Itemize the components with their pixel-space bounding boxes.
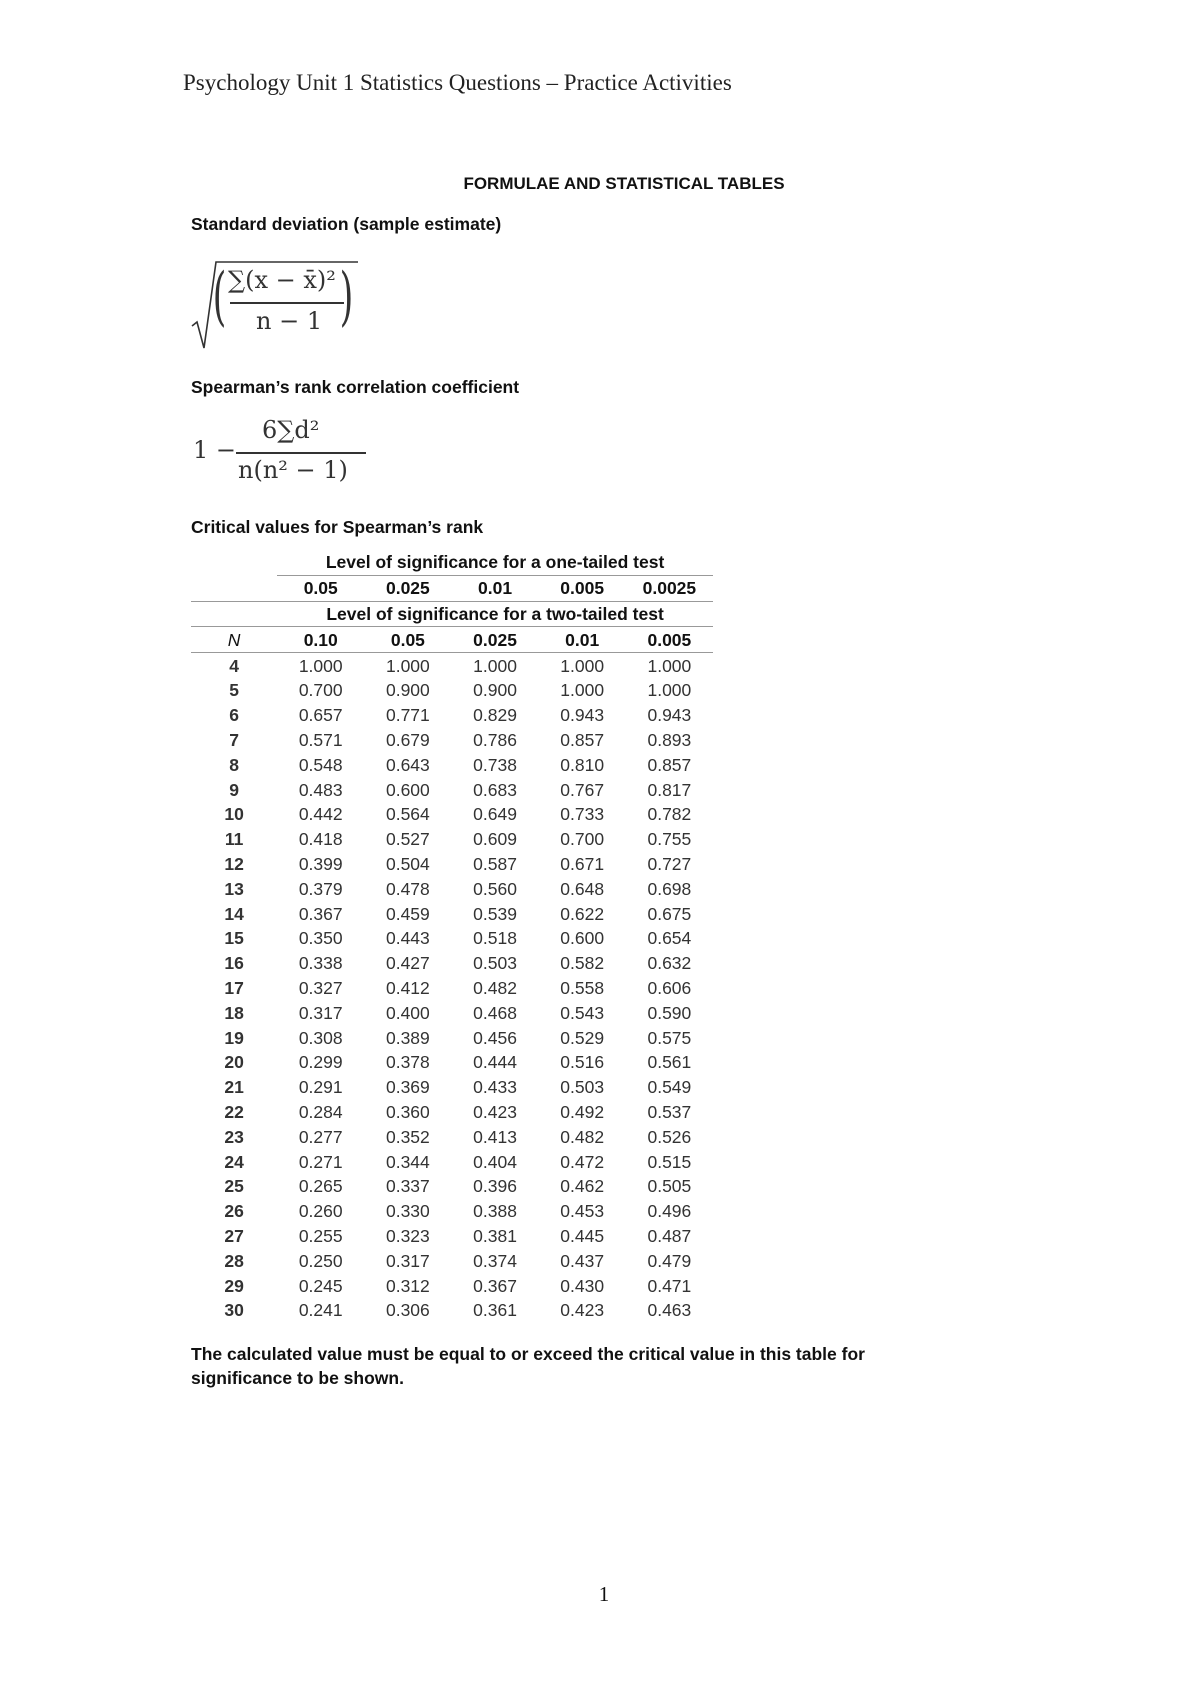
critical-value-cell: 0.575 — [647, 1027, 692, 1048]
n-value: 22 — [224, 1101, 244, 1122]
critical-value-cell: 0.516 — [560, 1052, 605, 1073]
critical-values-body — [191, 653, 713, 1323]
n-value: 13 — [224, 878, 244, 899]
critical-value-cell: 0.590 — [647, 1002, 692, 1023]
critical-value-cell: 0.857 — [560, 729, 605, 750]
table-row — [191, 852, 713, 877]
n-value: 18 — [224, 1002, 244, 1023]
critical-value-cell: 0.241 — [298, 1300, 343, 1321]
n-value: 29 — [224, 1275, 244, 1296]
critical-value-cell: 0.657 — [298, 705, 343, 726]
critical-value-cell: 0.478 — [385, 878, 430, 899]
critical-value-cell: 0.496 — [647, 1201, 692, 1222]
critical-value-cell: 0.360 — [385, 1101, 430, 1122]
critical-value-cell: 0.483 — [298, 779, 343, 800]
critical-value-cell: 0.374 — [473, 1250, 517, 1271]
critical-value-cell: 0.893 — [647, 729, 692, 750]
one-tailed-level: 0.025 — [364, 575, 451, 601]
n-value: 20 — [224, 1052, 244, 1073]
table-row — [191, 728, 713, 753]
critical-value-cell: 0.413 — [473, 1126, 517, 1147]
table-row — [191, 901, 713, 926]
n-value: 7 — [229, 729, 239, 750]
critical-values-heading: Critical values for Spearman’s rank — [191, 517, 484, 537]
formula-prefix: 1 − — [193, 436, 237, 464]
spearman-formula — [190, 412, 390, 492]
one-tailed-level: 0.0025 — [626, 575, 713, 601]
critical-value-cell: 0.479 — [647, 1250, 692, 1271]
table-row — [191, 1273, 713, 1298]
table-row — [191, 827, 713, 852]
critical-value-cell: 0.427 — [385, 953, 430, 974]
critical-value-cell: 0.471 — [647, 1275, 692, 1296]
critical-value-cell: 0.323 — [385, 1225, 430, 1246]
spearman-heading: Spearman’s rank correlation coefficient — [191, 377, 520, 397]
critical-value-cell: 0.367 — [473, 1275, 517, 1296]
two-tailed-caption-row — [191, 601, 713, 627]
critical-value-cell: 0.643 — [385, 754, 430, 775]
critical-value-cell: 0.369 — [385, 1077, 430, 1098]
critical-value-cell: 0.829 — [473, 705, 517, 726]
critical-value-cell: 1.000 — [298, 655, 343, 676]
critical-value-cell: 0.782 — [647, 804, 692, 825]
critical-value-cell: 0.487 — [647, 1225, 692, 1246]
standard-deviation-heading: Standard deviation (sample estimate) — [191, 214, 502, 234]
table-row — [191, 876, 713, 901]
two-tailed-level: 0.10 — [277, 627, 364, 653]
n-value: 9 — [229, 779, 239, 800]
critical-value-cell: 0.437 — [560, 1250, 605, 1271]
critical-value-cell: 0.250 — [298, 1250, 343, 1271]
table-row — [191, 653, 713, 678]
n-value: 26 — [224, 1201, 244, 1222]
critical-value-cell: 0.503 — [560, 1077, 605, 1098]
critical-value-cell: 0.443 — [385, 928, 430, 949]
n-value: 21 — [224, 1077, 244, 1098]
critical-value-cell: 0.515 — [647, 1151, 692, 1172]
critical-value-cell: 0.400 — [385, 1002, 430, 1023]
table-row — [191, 1050, 713, 1075]
n-value: 6 — [229, 705, 239, 726]
table-row — [191, 1199, 713, 1224]
table-row — [191, 1000, 713, 1025]
one-tailed-level: 0.01 — [451, 575, 538, 601]
critical-value-cell: 0.622 — [560, 903, 605, 924]
critical-value-cell: 0.317 — [298, 1002, 343, 1023]
two-tailed-level: 0.05 — [364, 627, 451, 653]
table-row — [191, 678, 713, 703]
critical-value-cell: 0.671 — [560, 853, 605, 874]
critical-value-cell: 1.000 — [647, 680, 692, 701]
critical-value-cell: 0.560 — [473, 878, 517, 899]
running-header: Psychology Unit 1 Statistics Questions – Practice Activities — [183, 70, 732, 95]
critical-value-cell: 0.265 — [298, 1176, 343, 1197]
table-row — [191, 1025, 713, 1050]
critical-value-cell: 0.317 — [385, 1250, 430, 1271]
table-row — [191, 1298, 713, 1323]
critical-value-cell: 0.549 — [647, 1077, 692, 1098]
critical-value-cell: 0.462 — [560, 1176, 605, 1197]
critical-value-cell: 0.943 — [560, 705, 605, 726]
critical-value-cell: 0.463 — [647, 1300, 692, 1321]
critical-value-cell: 0.810 — [560, 754, 605, 775]
one-tailed-levels-row — [191, 575, 713, 601]
critical-value-cell: 0.537 — [647, 1101, 692, 1122]
table-row — [191, 1124, 713, 1149]
critical-value-cell: 0.459 — [385, 903, 430, 924]
critical-value-cell: 0.900 — [385, 680, 430, 701]
critical-value-cell: 0.504 — [385, 853, 430, 874]
critical-value-cell: 0.529 — [560, 1027, 605, 1048]
critical-value-cell: 0.786 — [473, 729, 517, 750]
sd-denominator: n − 1 — [256, 307, 323, 335]
n-value: 23 — [224, 1126, 244, 1147]
n-value: 11 — [224, 829, 244, 850]
critical-value-cell: 0.771 — [385, 705, 430, 726]
critical-value-cell: 0.558 — [560, 977, 605, 998]
n-value: 14 — [224, 903, 244, 924]
n-value: 17 — [224, 977, 244, 998]
critical-value-cell: 0.404 — [473, 1151, 517, 1172]
critical-value-cell: 0.564 — [385, 804, 430, 825]
critical-value-cell: 0.367 — [298, 903, 343, 924]
fraction-bar — [236, 452, 366, 454]
left-parenthesis: ( — [212, 260, 227, 334]
critical-value-cell: 0.245 — [298, 1275, 343, 1296]
critical-value-cell: 0.299 — [298, 1052, 343, 1073]
critical-value-cell: 0.817 — [647, 779, 692, 800]
critical-value-cell: 0.388 — [473, 1201, 517, 1222]
critical-value-cell: 0.733 — [560, 804, 605, 825]
critical-value-cell: 0.271 — [298, 1151, 343, 1172]
critical-value-cell: 0.472 — [560, 1151, 605, 1172]
critical-value-cell: 0.539 — [473, 903, 517, 924]
critical-value-cell: 0.600 — [560, 928, 605, 949]
critical-value-cell: 0.767 — [560, 779, 605, 800]
critical-value-cell: 0.338 — [298, 953, 343, 974]
table-row — [191, 1149, 713, 1174]
n-value: 15 — [224, 928, 244, 949]
table-row — [191, 777, 713, 802]
critical-value-cell: 0.675 — [647, 903, 692, 924]
critical-value-cell: 0.379 — [298, 878, 343, 899]
critical-value-cell: 0.350 — [298, 928, 343, 949]
critical-value-cell: 0.738 — [473, 754, 517, 775]
table-row — [191, 752, 713, 777]
critical-value-cell: 0.456 — [473, 1027, 517, 1048]
critical-value-cell: 0.527 — [385, 829, 430, 850]
critical-value-cell: 0.399 — [298, 853, 343, 874]
critical-value-cell: 0.468 — [473, 1002, 517, 1023]
critical-value-cell: 0.423 — [473, 1101, 517, 1122]
critical-value-cell: 0.632 — [647, 953, 692, 974]
critical-value-cell: 0.433 — [473, 1077, 517, 1098]
n-value: 5 — [229, 680, 239, 701]
critical-value-cell: 0.396 — [473, 1176, 517, 1197]
critical-value-cell: 0.284 — [298, 1101, 343, 1122]
critical-value-cell: 0.548 — [298, 754, 343, 775]
critical-value-cell: 0.308 — [298, 1027, 343, 1048]
critical-value-cell: 0.857 — [647, 754, 692, 775]
n-value: 24 — [224, 1151, 244, 1172]
critical-value-cell: 0.453 — [560, 1201, 605, 1222]
critical-value-cell: 0.700 — [298, 680, 343, 701]
critical-value-cell: 0.444 — [473, 1052, 517, 1073]
two-tailed-level: 0.005 — [626, 627, 713, 653]
n-value: 12 — [224, 853, 244, 874]
critical-value-cell: 0.571 — [298, 729, 343, 750]
table-row — [191, 1075, 713, 1100]
critical-value-cell: 0.526 — [647, 1126, 692, 1147]
critical-value-cell: 0.255 — [298, 1225, 343, 1246]
critical-value-cell: 1.000 — [647, 655, 692, 676]
critical-value-cell: 0.755 — [647, 829, 692, 850]
n-value: 4 — [229, 655, 239, 676]
n-value: 25 — [224, 1176, 244, 1197]
critical-value-cell: 0.260 — [298, 1201, 343, 1222]
critical-value-cell: 0.600 — [385, 779, 430, 800]
two-tailed-levels-row — [191, 627, 713, 653]
critical-value-cell: 0.543 — [560, 1002, 605, 1023]
two-tailed-caption: Level of significance for a two-tailed test — [277, 601, 713, 627]
n-value: 30 — [224, 1300, 244, 1321]
two-tailed-level: 0.025 — [451, 627, 538, 653]
critical-value-cell: 0.352 — [385, 1126, 430, 1147]
critical-value-cell: 0.312 — [385, 1275, 430, 1296]
critical-value-cell: 0.330 — [385, 1201, 430, 1222]
critical-value-cell: 0.654 — [647, 928, 692, 949]
critical-value-cell: 0.606 — [647, 977, 692, 998]
critical-value-cell: 0.518 — [473, 928, 517, 949]
critical-value-cell: 1.000 — [473, 655, 517, 676]
table-row — [191, 1224, 713, 1249]
table-row — [191, 703, 713, 728]
critical-value-cell: 0.505 — [647, 1176, 692, 1197]
n-value: 27 — [224, 1225, 244, 1246]
table-row — [191, 1100, 713, 1125]
critical-value-cell: 0.698 — [647, 878, 692, 899]
critical-value-cell: 0.378 — [385, 1052, 430, 1073]
footnote: The calculated value must be equal to or exceed the critical value in this table for significance to be shown. — [191, 1344, 865, 1388]
table-row — [191, 976, 713, 1001]
critical-value-cell: 0.277 — [298, 1126, 343, 1147]
critical-value-cell: 0.389 — [385, 1027, 430, 1048]
one-tailed-caption-row — [191, 550, 713, 575]
table-row — [191, 951, 713, 976]
table-row — [191, 926, 713, 951]
critical-value-cell: 0.700 — [560, 829, 605, 850]
critical-value-cell: 0.291 — [298, 1077, 343, 1098]
two-tailed-level: 0.01 — [539, 627, 626, 653]
n-column-header: N — [191, 627, 277, 653]
critical-value-cell: 0.727 — [647, 853, 692, 874]
document-title: FORMULAE AND STATISTICAL TABLES — [463, 174, 785, 193]
fraction-bar — [230, 302, 344, 304]
one-tailed-level: 0.05 — [277, 575, 364, 601]
critical-values-table — [191, 550, 713, 1323]
critical-value-cell: 1.000 — [560, 680, 605, 701]
critical-value-cell: 0.648 — [560, 878, 605, 899]
critical-value-cell: 0.412 — [385, 977, 430, 998]
critical-value-cell: 0.430 — [560, 1275, 605, 1296]
critical-value-cell: 0.418 — [298, 829, 343, 850]
critical-value-cell: 0.492 — [560, 1101, 605, 1122]
table-row — [191, 1174, 713, 1199]
critical-value-cell: 0.306 — [385, 1300, 430, 1321]
critical-value-cell: 0.482 — [560, 1126, 605, 1147]
n-value: 28 — [224, 1250, 244, 1271]
one-tailed-caption: Level of significance for a one-tailed test — [277, 550, 713, 575]
critical-value-cell: 1.000 — [385, 655, 430, 676]
critical-value-cell: 0.649 — [473, 804, 517, 825]
n-value: 10 — [224, 804, 244, 825]
critical-value-cell: 0.587 — [473, 853, 517, 874]
n-value: 8 — [229, 754, 239, 775]
critical-value-cell: 0.423 — [560, 1300, 605, 1321]
standard-deviation-formula — [190, 256, 390, 352]
n-value: 16 — [224, 953, 244, 974]
critical-value-cell: 0.582 — [560, 953, 605, 974]
critical-value-cell: 0.381 — [473, 1225, 517, 1246]
n-value: 19 — [224, 1027, 244, 1048]
critical-value-cell: 0.679 — [385, 729, 430, 750]
rho-numerator: 6∑d² — [262, 416, 320, 444]
critical-value-cell: 0.337 — [385, 1176, 430, 1197]
critical-value-cell: 0.900 — [473, 680, 517, 701]
critical-value-cell: 1.000 — [560, 655, 605, 676]
sd-numerator: ∑(x − x̄)² — [228, 266, 336, 294]
critical-value-cell: 0.943 — [647, 705, 692, 726]
page-number: 1 — [598, 1582, 610, 1606]
one-tailed-level: 0.005 — [539, 575, 626, 601]
critical-value-cell: 0.344 — [385, 1151, 430, 1172]
right-parenthesis: ) — [339, 260, 354, 334]
table-row — [191, 802, 713, 827]
critical-value-cell: 0.327 — [298, 977, 343, 998]
critical-value-cell: 0.503 — [473, 953, 517, 974]
table-row — [191, 1248, 713, 1273]
critical-value-cell: 0.683 — [473, 779, 517, 800]
rho-denominator: n(n² − 1) — [238, 456, 348, 484]
critical-value-cell: 0.482 — [473, 977, 517, 998]
critical-value-cell: 0.445 — [560, 1225, 605, 1246]
critical-value-cell: 0.361 — [473, 1300, 517, 1321]
critical-value-cell: 0.561 — [647, 1052, 692, 1073]
critical-value-cell: 0.442 — [298, 804, 343, 825]
critical-value-cell: 0.609 — [473, 829, 517, 850]
